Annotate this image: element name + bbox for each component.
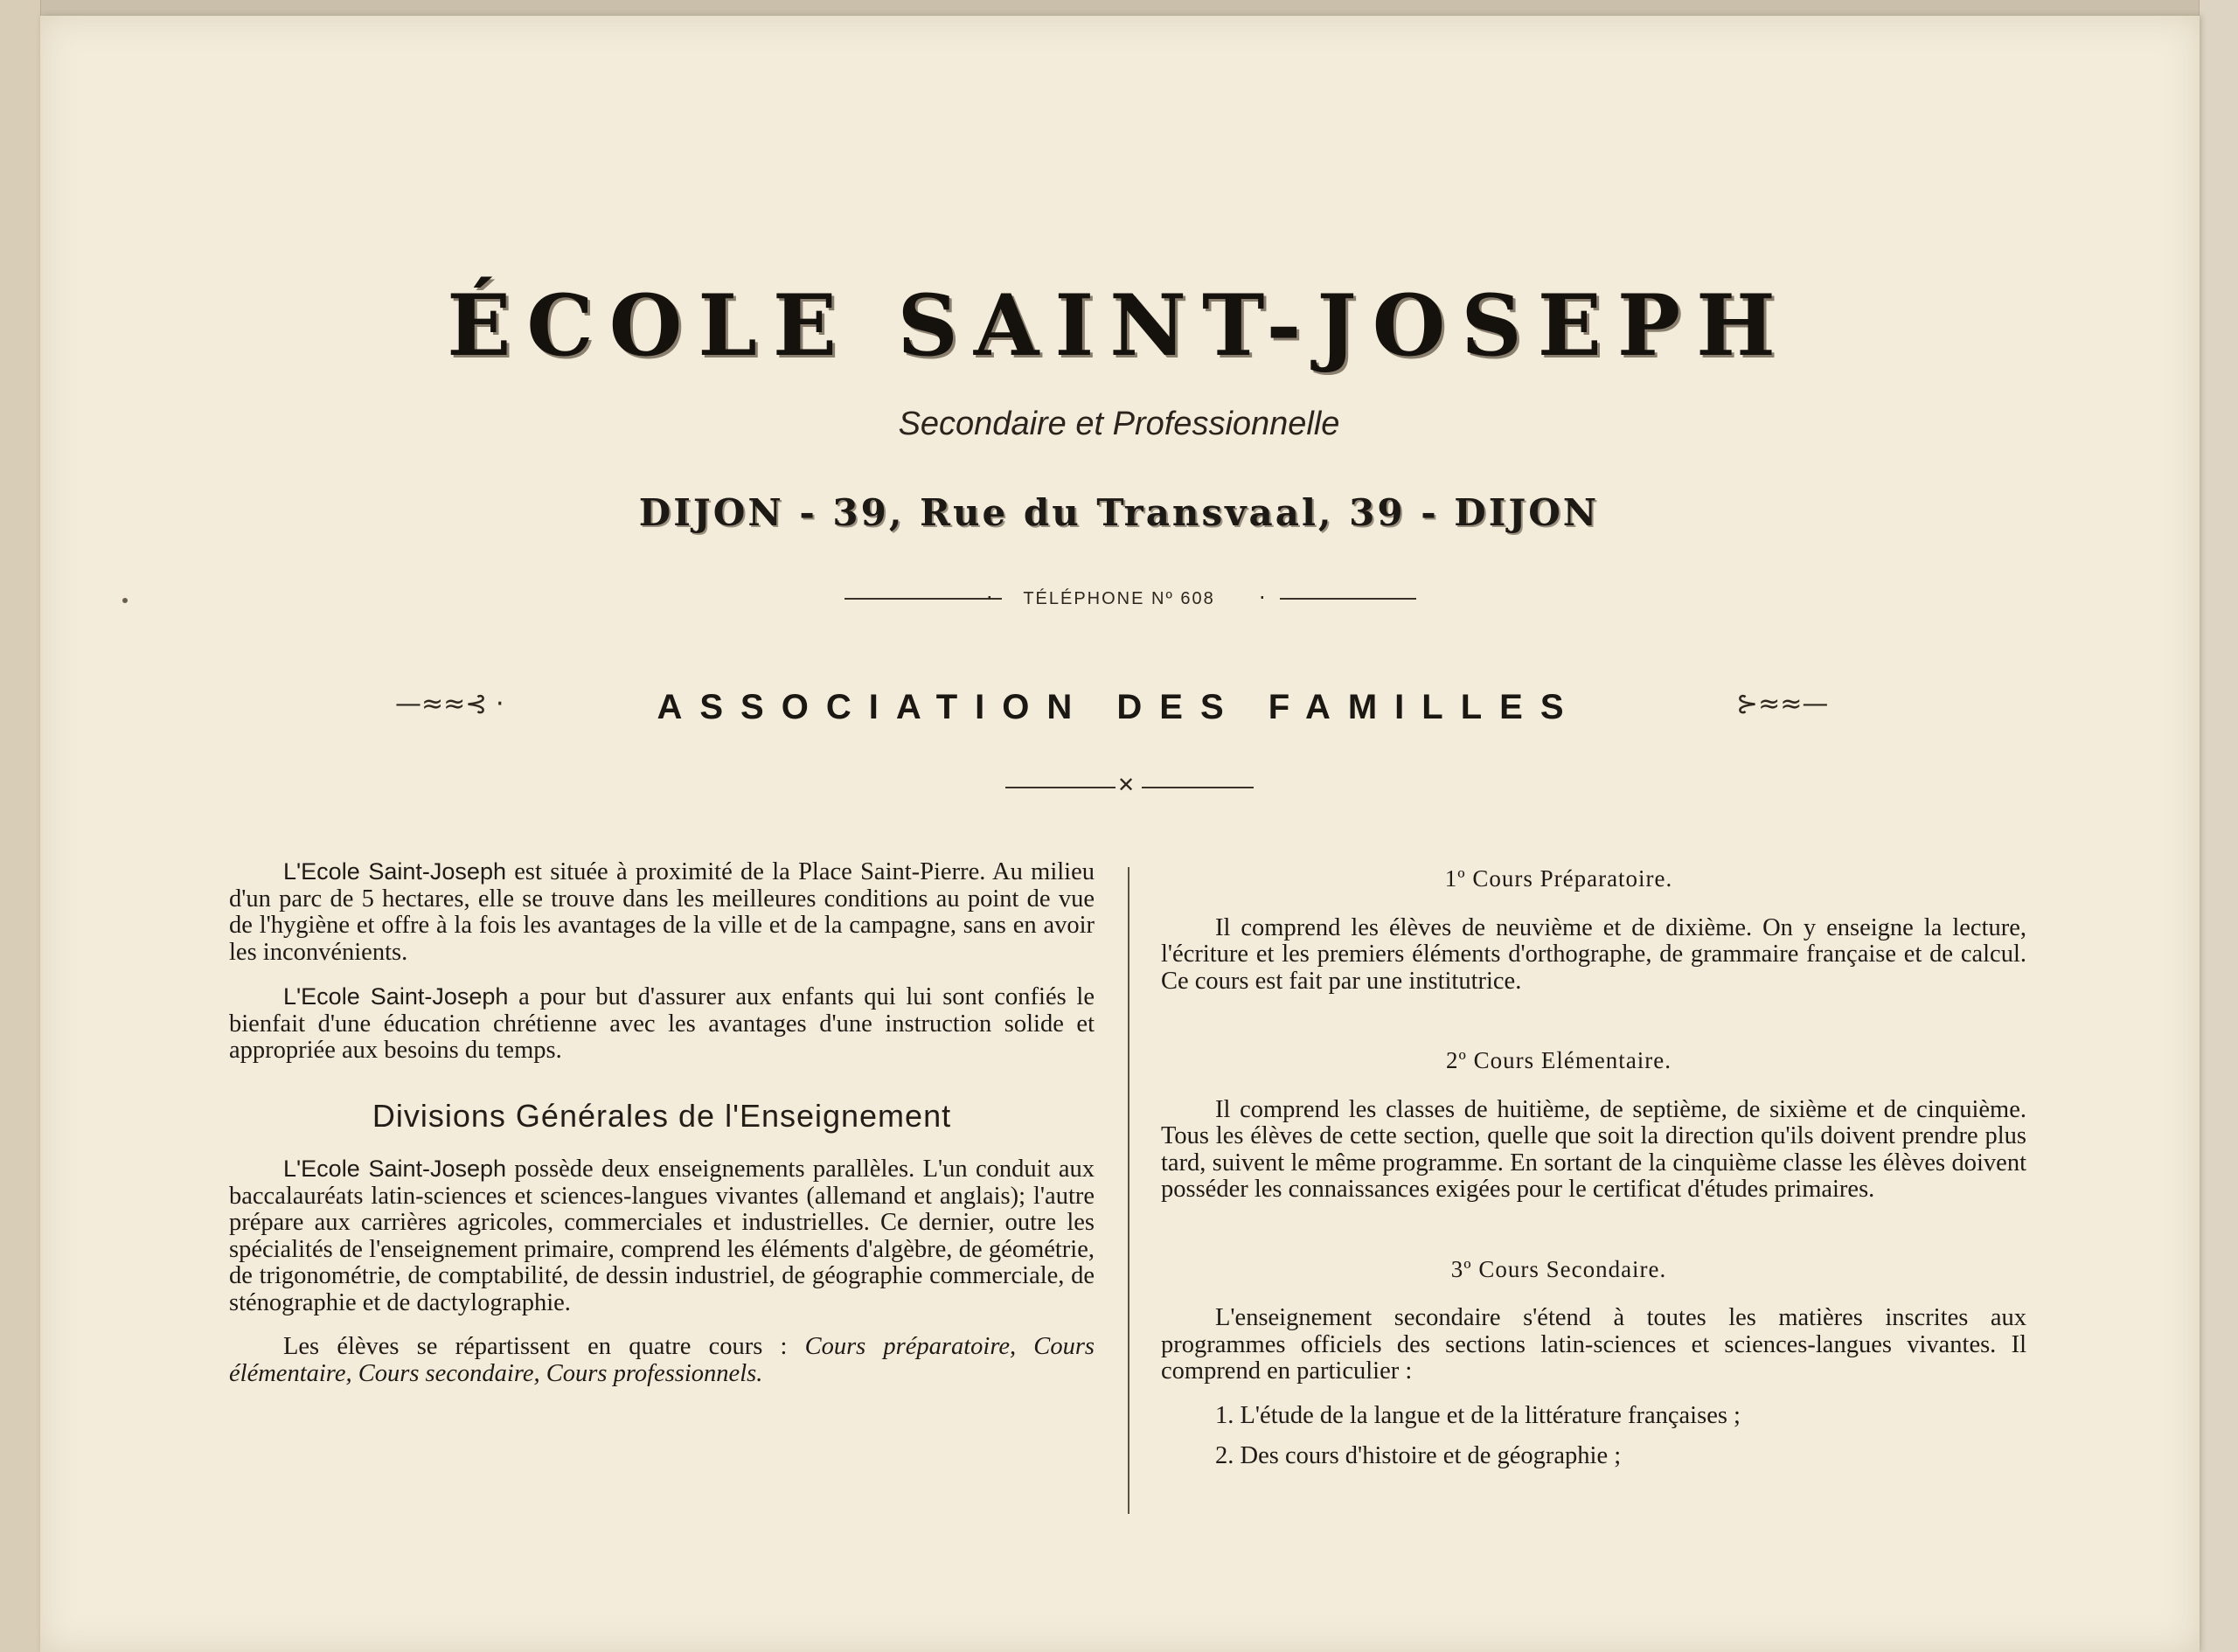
- subject-list: [1161, 1403, 2026, 1470]
- section-heading: Divisions Générales de l'Enseignement: [372, 1097, 952, 1134]
- courses-text: Les élèves se répartissent en quatre cours :: [283, 1333, 805, 1360]
- course-1-text: Il comprend les élèves de neuvième et de dixième. On y enseigne la lecture, l'écriture et les premiers éléments d'orthographe, de grammaire française et de calcul. Ce cours est fait par une institutrice.: [1161, 913, 2026, 995]
- intro-text: est située à proximité de la Place Saint-Pierre. Au milieu d'un parc de 5 hectares, elle se trouve dans les meilleures conditions au point de vue de l'hygiène et offre à la fois les avantages de la ville et de la campagne, sans en avoir les inconvénients.: [229, 858, 1095, 966]
- intro-paragraph: [229, 858, 1095, 966]
- curriculum-text: possède deux enseignements parallèles. L'un conduit aux baccalauréats latin-sciences et sciences-langues vivantes (allemand et anglais); l'autre prépare aux carrières agricoles, commerciales et industrielles. Ce dernier, outre les spécialités de l'enseignement primaire, comprend les éléments d'algèbre, de géométrie, de trigonométrie, de comptabilité, de dessin industriel, de géographie commerciale, de sténographie et de dactylographie.: [229, 1156, 1095, 1316]
- school-name-lead: L'Ecole Saint-Joseph: [283, 858, 506, 885]
- course-2-title: 2º Cours Elémentaire.: [1445, 1047, 1672, 1073]
- right-column: [1161, 865, 2026, 1484]
- spacer: [1161, 1221, 2026, 1256]
- purpose-text: a pour but d'assurer aux enfants qui lui sont confiés le bienfait d'une éducation chrétienne avec les avantages d'une instruction solide et appropriée aux besoins du temps.: [229, 983, 1095, 1064]
- phone-rule-right: [1280, 598, 1416, 600]
- school-name-lead: L'Ecole Saint-Joseph: [283, 983, 509, 1010]
- column-divider: [1128, 867, 1129, 1514]
- phone-ornament-left-icon: ·: [986, 586, 993, 610]
- phone-ornament-right-icon: ·: [1259, 586, 1266, 610]
- divider-cross-icon: ✕: [1117, 773, 1136, 797]
- phone-rule-left: [844, 598, 1002, 600]
- course-3-text: L'enseignement secondaire s'étend à toutes les matières inscrites aux programmes officiels des sections latin-sciences et sciences-langues vivantes. Il comprend en particulier :: [1161, 1304, 2026, 1385]
- paper-speck: [122, 598, 128, 603]
- list-item: 1. L'étude de la langue et de la littérature françaises ;: [1215, 1401, 1741, 1429]
- spacer: [1161, 1012, 2026, 1047]
- left-column: [229, 858, 1095, 1405]
- course-1-title: 1º Cours Préparatoire.: [1444, 865, 1673, 892]
- course-3-title: 3º Cours Secondaire.: [1450, 1255, 1667, 1282]
- phone-number: TÉLÉPHONE Nº 608: [1023, 589, 1215, 608]
- school-name-lead: L'Ecole Saint-Joseph: [283, 1156, 507, 1182]
- phone-row: [0, 584, 2238, 614]
- school-title: ÉCOLE SAINT-JOSEPH: [447, 276, 1791, 375]
- divider-rule-left: [1005, 787, 1116, 788]
- courses-paragraph: [229, 1334, 1095, 1387]
- courses-list-italic: Cours préparatoire, Cours élémentaire, Cours secondaire, Cours professionnels.: [229, 1333, 1095, 1387]
- school-address: DIJON - 39, Rue du Transvaal, 39 - DIJON: [638, 491, 1600, 534]
- flourish-left-icon: —≈≈⊰ ·: [395, 689, 504, 719]
- list-item: 2. Des cours d'histoire et de géographie ;: [1215, 1442, 1622, 1469]
- divider-rule-right: [1142, 787, 1254, 788]
- page-edge: [2199, 0, 2238, 1652]
- binding-edge: [0, 0, 41, 1652]
- flourish-right-icon: ⊱≈≈—: [1736, 689, 1829, 719]
- course-2-text: Il comprend les classes de huitième, de septième, de sixième et de cinquième. Tous les élèves de cette section, quelle que soit la direction qu'ils doivent prendre plus tard, suivent le même programme. En sortant de la cinquième classe les élèves doivent posséder les connaissances exigées pour le certificat d'études primaires.: [1161, 1095, 2026, 1203]
- association-heading: ASSOCIATION DES FAMILLES: [657, 688, 1581, 726]
- curriculum-paragraph: [229, 1156, 1095, 1316]
- purpose-paragraph: [229, 983, 1095, 1065]
- school-subtitle: Secondaire et Professionnelle: [898, 406, 1340, 442]
